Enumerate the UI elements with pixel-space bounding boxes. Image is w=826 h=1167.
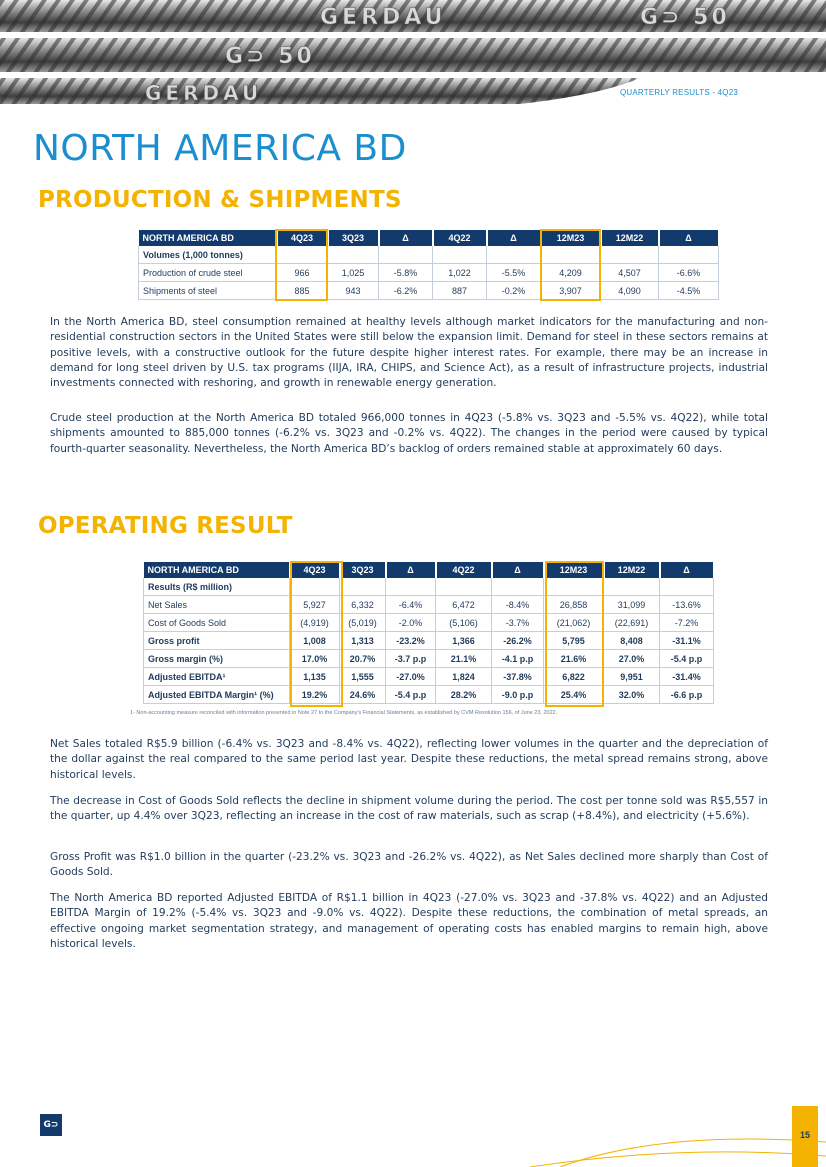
table-cell: 1,366: [436, 632, 492, 650]
table-cell: [492, 578, 544, 596]
table-cell: [433, 246, 487, 264]
column-header: NORTH AMERICA BD: [139, 230, 277, 246]
table-row: [144, 668, 714, 686]
table-cell: 9,951: [604, 668, 660, 686]
table-cell: [277, 246, 328, 264]
table-cell: Results (R$ million): [144, 578, 290, 596]
table-cell: -5.8%: [379, 264, 433, 282]
table-cell: 966: [277, 264, 328, 282]
table-cell: 31,099: [604, 596, 660, 614]
table-cell: -9.0 p.p: [492, 686, 544, 704]
table-cell: 5,927: [290, 596, 340, 614]
table-cell: 6,332: [340, 596, 386, 614]
table-cell: (21,062): [544, 614, 604, 632]
table-cell: -6.6%: [659, 264, 719, 282]
column-header: NORTH AMERICA BD: [144, 562, 290, 578]
table-cell: 1,824: [436, 668, 492, 686]
table-cell: [290, 578, 340, 596]
table-cell: [328, 246, 379, 264]
table-cell: -0.2%: [487, 282, 541, 300]
table-cell: 21.1%: [436, 650, 492, 668]
column-header: 12M23: [541, 230, 601, 246]
column-header: 12M22: [604, 562, 660, 578]
table-cell: 20.7%: [340, 650, 386, 668]
table-cell: [604, 578, 660, 596]
table-cell: 885: [277, 282, 328, 300]
column-header: 4Q22: [436, 562, 492, 578]
table-cell: Production of crude steel: [139, 264, 277, 282]
section-title-production: PRODUCTION & SHIPMENTS: [38, 187, 402, 213]
table-cell: 26,858: [544, 596, 604, 614]
table-cell: 24.6%: [340, 686, 386, 704]
table-cell: -7.2%: [660, 614, 714, 632]
table-cell: (4,919): [290, 614, 340, 632]
table-cell: 1,135: [290, 668, 340, 686]
table-cell: -5.4 p.p: [660, 650, 714, 668]
table-cell: [487, 246, 541, 264]
table-cell: Adjusted EBITDA¹: [144, 668, 290, 686]
table-cell: 4,507: [601, 264, 659, 282]
page-title: NORTH AMERICA BD: [33, 128, 407, 169]
table-cell: -37.8%: [492, 668, 544, 686]
gerdau-logo: G⊃: [40, 1114, 62, 1136]
table-cell: 19.2%: [290, 686, 340, 704]
table-cell: 1,555: [340, 668, 386, 686]
table-cell: 8,408: [604, 632, 660, 650]
column-header: 12M22: [601, 230, 659, 246]
table-subheader-row: [139, 246, 719, 264]
paragraph: In the North America BD, steel consumption remained at healthy levels although market indicators for the manufacturing and non-residential construction sectors in the United States were still below the expansion limit. Demand for steel in these sectors remains at positive levels, with a constructive outlook for the future despite higher interest rates. For example, there may be an increase in demand for long steel driven by U.S. tax programs (IIJA, IRA, CHIPS, and Science Act), as a result of infrastructure projects, industrial investments connected with reshoring, and growth in renewable energy generation.: [50, 316, 768, 390]
table-cell: Gross margin (%): [144, 650, 290, 668]
operating-result-table: [143, 562, 715, 704]
page-number-tab: [792, 1106, 818, 1167]
brand-text-1: GERDAU: [320, 5, 447, 30]
table-row: [144, 650, 714, 668]
table-cell: 21.6%: [544, 650, 604, 668]
table-cell: 1,008: [290, 632, 340, 650]
table-cell: 6,822: [544, 668, 604, 686]
table-row: [144, 614, 714, 632]
footnote: 1- Non-accounting measure reconciled with information presented in Note 27 to the Company's Financial Statements, as established by CVM Resolution 156, of June 23, 2022.: [130, 710, 558, 716]
table-cell: -13.6%: [660, 596, 714, 614]
table-cell: -4.5%: [659, 282, 719, 300]
table-header-row: [139, 230, 719, 246]
column-header: Δ: [659, 230, 719, 246]
table-cell: -6.2%: [379, 282, 433, 300]
table-cell: -6.6 p.p: [660, 686, 714, 704]
table-cell: 32.0%: [604, 686, 660, 704]
page-number: 15: [799, 1130, 810, 1140]
table-cell: -5.5%: [487, 264, 541, 282]
table-cell: -26.2%: [492, 632, 544, 650]
table-cell: [379, 246, 433, 264]
table-cell: 5,795: [544, 632, 604, 650]
column-header: 3Q23: [328, 230, 379, 246]
table-cell: 4,090: [601, 282, 659, 300]
table-cell: 6,472: [436, 596, 492, 614]
paragraph: Net Sales totaled R$5.9 billion (-6.4% vs. 3Q23 and -8.4% vs. 4Q22), reflecting lower volumes in the quarter and the depreciation of the dollar against the real compared to the same period last year. Despite these reductions, the metal spread remains strong, above historical levels.: [50, 738, 768, 781]
table-cell: 1,022: [433, 264, 487, 282]
table-cell: Cost of Goods Sold: [144, 614, 290, 632]
table-cell: [601, 246, 659, 264]
column-header: 4Q23: [290, 562, 340, 578]
table-cell: 887: [433, 282, 487, 300]
column-header: Δ: [492, 562, 544, 578]
table-cell: 1,313: [340, 632, 386, 650]
table-cell: (5,019): [340, 614, 386, 632]
paragraph: Gross Profit was R$1.0 billion in the quarter (-23.2% vs. 3Q23 and -26.2% vs. 4Q22), as Net Sales declined more sharply than Cost of Goods Sold.: [50, 851, 768, 879]
table-cell: -27.0%: [386, 668, 436, 686]
table-row: [144, 632, 714, 650]
table-cell: 4,209: [541, 264, 601, 282]
brand-mark-1: G⊃ 50: [640, 5, 730, 30]
table-header-row: [144, 562, 714, 578]
table-cell: -31.4%: [660, 668, 714, 686]
table-cell: [660, 578, 714, 596]
brand-mark-2: G⊃ 50: [225, 44, 315, 69]
table-subheader-row: [144, 578, 714, 596]
table-cell: -6.4%: [386, 596, 436, 614]
quarterly-results-label: QUARTERLY RESULTS - 4Q23: [619, 88, 738, 97]
paragraph: Crude steel production at the North America BD totaled 966,000 tonnes in 4Q23 (-5.8% vs. 3Q23 and -5.5% vs. 4Q22), while total shipments amounted to 885,000 tonnes (-6.2% vs. 3Q23 and -0.2% vs. 4Q22). The changes in the period were caused by typical fourth-quarter seasonality. Nevertheless, the North America BD’s backlog of orders remained stable at approximately 60 days.: [50, 412, 768, 455]
table-cell: (5,106): [436, 614, 492, 632]
table-row: [139, 282, 719, 300]
table-cell: [436, 578, 492, 596]
table-cell: (22,691): [604, 614, 660, 632]
decorative-swoosh: [520, 1120, 826, 1167]
section-title-operating: OPERATING RESULT: [38, 513, 293, 539]
column-header: 4Q22: [433, 230, 487, 246]
table-cell: 17.0%: [290, 650, 340, 668]
table-cell: -4.1 p.p: [492, 650, 544, 668]
table-cell: -23.2%: [386, 632, 436, 650]
table-cell: [340, 578, 386, 596]
paragraph: The decrease in Cost of Goods Sold reflects the decline in shipment volume during the period. The cost per tonne sold was R$5,557 in the quarter, up 4.4% over 3Q23, reflecting an increase in the cost of raw materials, such as scrap (+8.4%), and electricity (+5.6%).: [50, 795, 768, 823]
table-cell: [659, 246, 719, 264]
table-cell: 3,907: [541, 282, 601, 300]
table-cell: [541, 246, 601, 264]
table-cell: -2.0%: [386, 614, 436, 632]
table-cell: -31.1%: [660, 632, 714, 650]
table-cell: -5.4 p.p: [386, 686, 436, 704]
column-header: Δ: [660, 562, 714, 578]
table-cell: 943: [328, 282, 379, 300]
column-header: Δ: [487, 230, 541, 246]
brand-text-2: GERDAU: [145, 81, 263, 105]
column-header: 12M23: [544, 562, 604, 578]
table-cell: [544, 578, 604, 596]
table-row: [144, 596, 714, 614]
table-cell: -8.4%: [492, 596, 544, 614]
table-cell: 28.2%: [436, 686, 492, 704]
table-cell: [386, 578, 436, 596]
table-cell: -3.7%: [492, 614, 544, 632]
column-header: Δ: [379, 230, 433, 246]
table-cell: Net Sales: [144, 596, 290, 614]
paragraph: The North America BD reported Adjusted EBITDA of R$1.1 billion in 4Q23 (-27.0% vs. 3Q23 and -37.8% vs. 4Q22) and an Adjusted EBITDA Margin of 19.2% (-5.4% vs. 3Q23 and -9.0% vs. 4Q22). Despite these reductions, the combination of metal spreads, an effective ongoing market segmentation strategy, and management of operating costs has enabled margins to remain high, above historical levels.: [50, 892, 768, 950]
table-cell: Volumes (1,000 tonnes): [139, 246, 277, 264]
column-header: 3Q23: [340, 562, 386, 578]
table-cell: 25.4%: [544, 686, 604, 704]
column-header: Δ: [386, 562, 436, 578]
table-cell: Gross profit: [144, 632, 290, 650]
table-cell: 1,025: [328, 264, 379, 282]
table-cell: Shipments of steel: [139, 282, 277, 300]
column-header: 4Q23: [277, 230, 328, 246]
table-cell: 27.0%: [604, 650, 660, 668]
production-table: [138, 230, 720, 300]
table-row: [139, 264, 719, 282]
table-cell: -3.7 p.p: [386, 650, 436, 668]
table-row: [144, 686, 714, 704]
table-cell: Adjusted EBITDA Margin¹ (%): [144, 686, 290, 704]
